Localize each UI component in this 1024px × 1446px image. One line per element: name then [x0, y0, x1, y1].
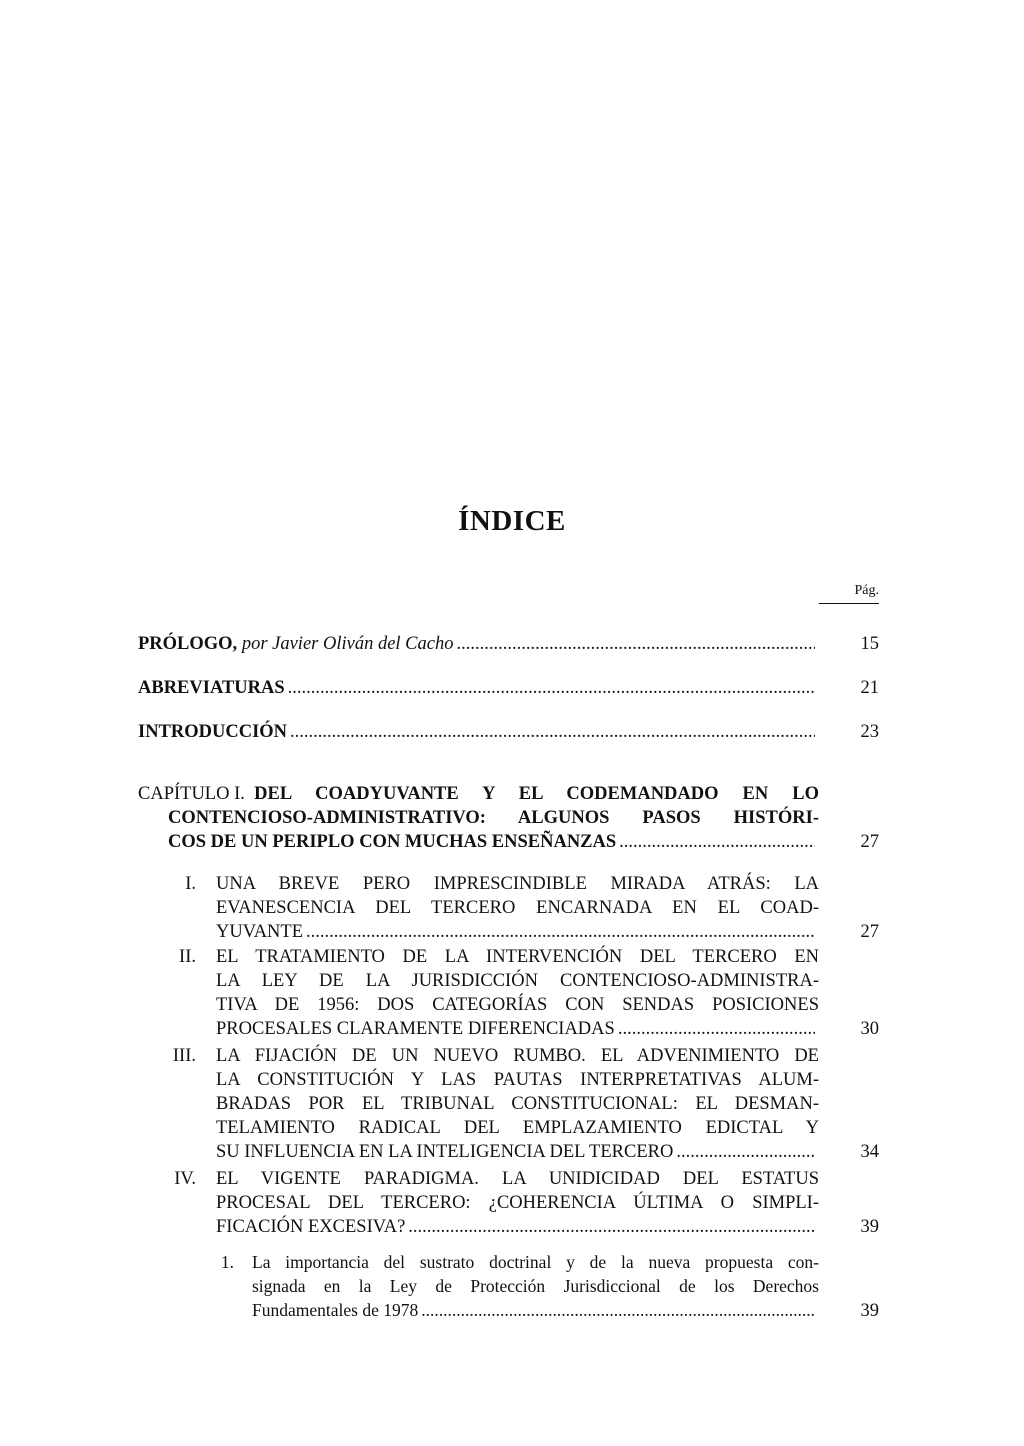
toc-page-number: 30	[860, 1019, 879, 1039]
dot-leader	[421, 1298, 815, 1322]
dot-leader	[290, 720, 815, 744]
dot-leader	[306, 920, 815, 944]
page-title: ÍNDICE	[458, 505, 566, 537]
toc-entry-section-4[interactable]	[138, 1167, 879, 1239]
section-title-line-4: PROCESALES CLARAMENTE DIFERENCIADAS	[216, 1019, 615, 1039]
dot-leader	[618, 1017, 815, 1041]
dot-leader	[288, 676, 815, 700]
toc-page-number: 39	[860, 1301, 879, 1321]
section-title-line-4: TELAMIENTO RADICAL DEL EMPLAZAMIENTO EDICTAL Y	[216, 1118, 819, 1138]
toc-entry-introduccion[interactable]	[138, 720, 879, 744]
toc-label: INTRODUCCIÓN	[138, 722, 288, 742]
subsection-title-line-1: La importancia del sustrato doctrinal y de la nueva propuesta con-	[252, 1252, 819, 1272]
dot-leader	[676, 1140, 815, 1164]
toc-page-number: 34	[860, 1142, 879, 1162]
section-number: III.	[172, 1046, 196, 1066]
section-title-line-1: LA FIJACIÓN DE UN NUEVO RUMBO. EL ADVENIMIENTO DE	[216, 1046, 819, 1066]
section-title-line-2: EVANESCENCIA DEL TERCERO ENCARNADA EN EL COAD-	[216, 898, 819, 918]
page-column-header: Pág.	[819, 583, 879, 604]
section-title-line-1: UNA BREVE PERO IMPRESCINDIBLE MIRADA ATRÁS: LA	[216, 874, 819, 894]
toc-label-bold: PRÓLOGO,	[138, 634, 238, 654]
subsection-title-line-2: signada en la Ley de Protección Jurisdiccional de los Derechos	[252, 1276, 819, 1296]
toc-page-number: 39	[860, 1217, 879, 1237]
dot-leader	[457, 632, 816, 656]
toc-entry-section-2[interactable]	[138, 945, 879, 1041]
section-title-line-2: LA CONSTITUCIÓN Y LAS PAUTAS INTERPRETATIVAS ALUM-	[216, 1070, 819, 1090]
section-title-line-3: TIVA DE 1956: DOS CATEGORÍAS CON SENDAS POSICIONES	[216, 995, 819, 1015]
dot-leader	[408, 1215, 815, 1239]
chapter-title-line-2: CONTENCIOSO-ADMINISTRATIVO: ALGUNOS PASOS HISTÓRI-	[168, 808, 819, 828]
toc-entry-abreviaturas[interactable]	[138, 676, 879, 700]
toc-entry-prologo[interactable]	[138, 632, 879, 656]
section-title-line-3: FICACIÓN EXCESIVA?	[216, 1217, 406, 1237]
section-title-line-2: PROCESAL DEL TERCERO: ¿COHERENCIA ÚLTIMA O SIMPLI-	[216, 1193, 819, 1213]
section-title-line-3: YUVANTE	[216, 922, 304, 942]
section-number: II.	[179, 947, 196, 967]
toc-page-number: 27	[860, 832, 879, 852]
toc-page-number: 23	[860, 722, 879, 742]
chapter-title-line-1: DEL COADYUVANTE Y EL CODEMANDADO EN LO	[254, 784, 819, 804]
section-title-line-2: LA LEY DE LA JURISDICCIÓN CONTENCIOSO-ADMINISTRA-	[216, 971, 819, 991]
chapter-title-line-3: COS DE UN PERIPLO CON MUCHAS ENSEÑANZAS	[168, 832, 617, 852]
section-title-line-1: EL VIGENTE PARADIGMA. LA UNIDICIDAD DEL ESTATUS	[216, 1169, 819, 1189]
section-title-line-1: EL TRATAMIENTO DE LA INTERVENCIÓN DEL TERCERO EN	[216, 947, 819, 967]
toc-entry-chapter-1[interactable]	[138, 782, 879, 854]
subsection-title-line-3: Fundamentales de 1978	[252, 1300, 419, 1320]
toc-page-number: 27	[860, 922, 879, 942]
toc-entry-section-1[interactable]	[138, 872, 879, 944]
dot-leader	[619, 830, 815, 854]
section-title-line-5: SU INFLUENCIA EN LA INTELIGENCIA DEL TERCERO	[216, 1142, 674, 1162]
toc-entry-subsection-4-1[interactable]	[138, 1250, 879, 1323]
toc-page-number: 21	[860, 678, 879, 698]
section-number: IV.	[174, 1169, 196, 1189]
section-title-line-3: BRADAS POR EL TRIBUNAL CONSTITUCIONAL: EL DESMAN-	[216, 1094, 819, 1114]
toc-label: ABREVIATURAS	[138, 678, 285, 698]
subsection-number: 1.	[220, 1252, 234, 1272]
chapter-prefix: CAPÍTULO I.	[138, 784, 245, 804]
toc-entry-section-3[interactable]	[138, 1044, 879, 1164]
section-number: I.	[185, 874, 196, 894]
toc-label-italic: por Javier Oliván del Cacho	[241, 634, 454, 654]
toc-page-number: 15	[860, 634, 879, 654]
